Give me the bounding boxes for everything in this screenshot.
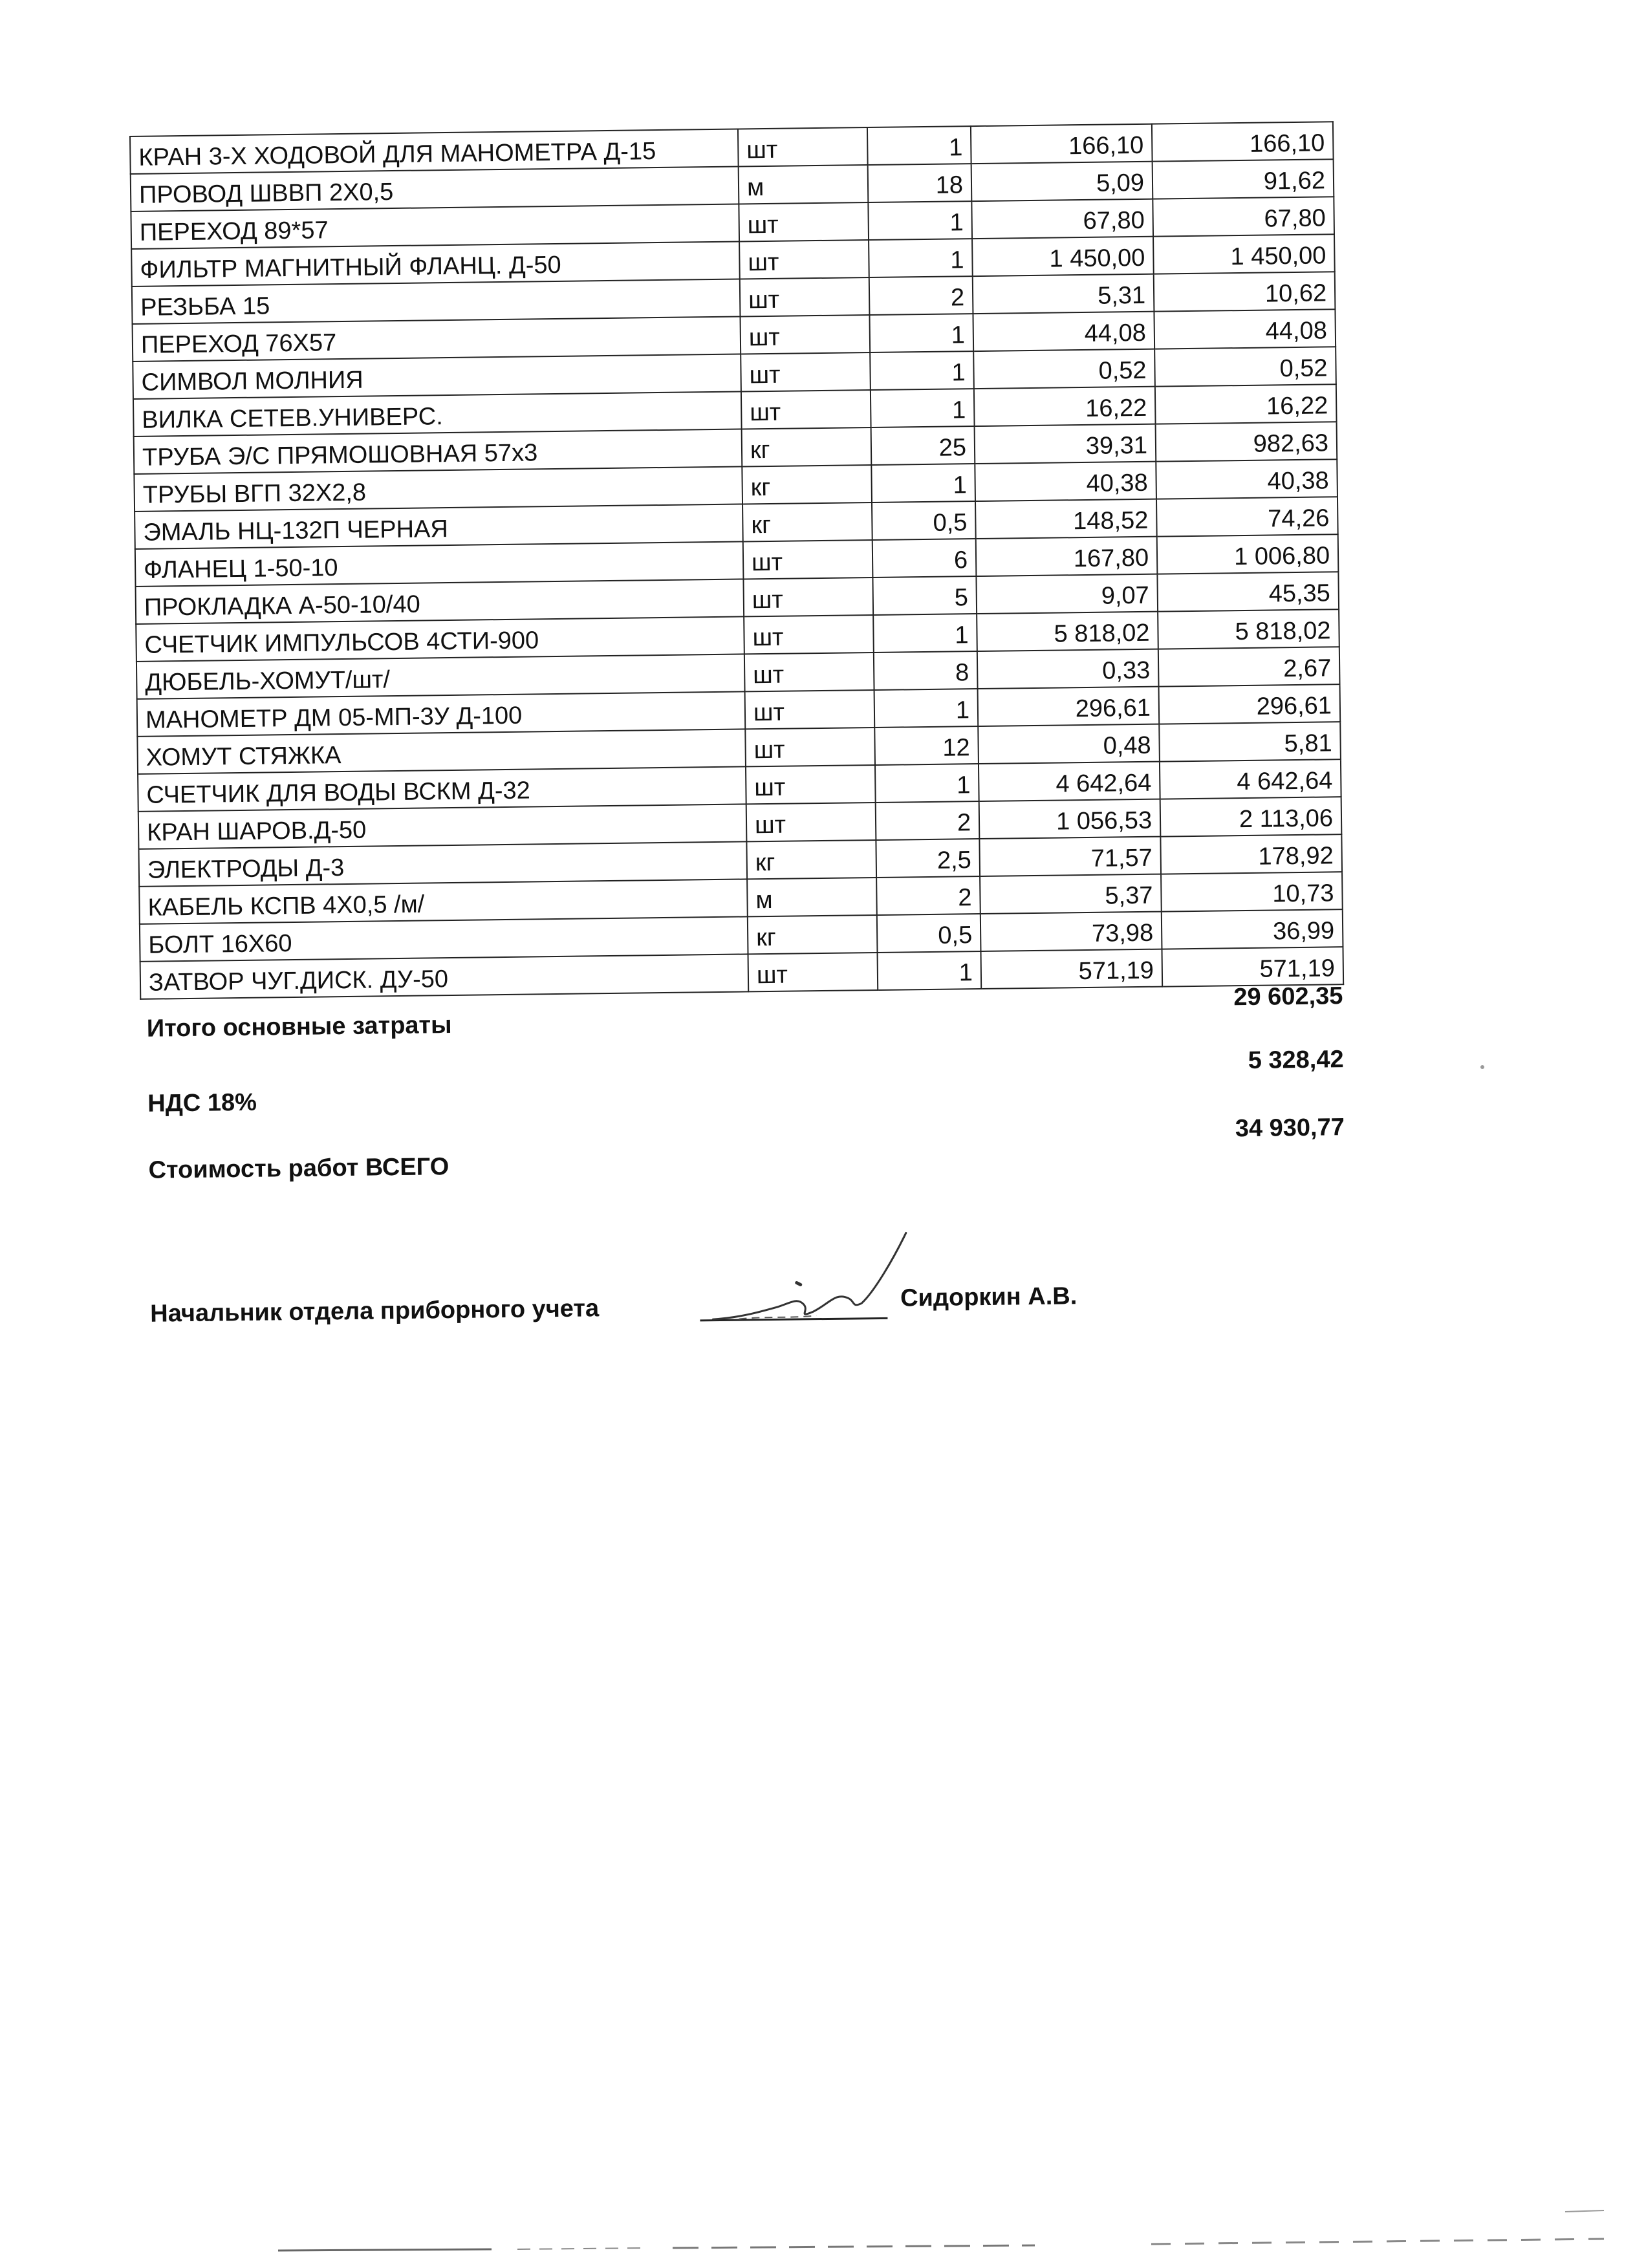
item-price-cell: 67,80	[971, 199, 1153, 239]
item-name-cell: ДЮБЕЛЬ-ХОМУТ/шт/	[136, 654, 745, 698]
grand-total-row	[142, 1111, 1346, 1223]
item-name-cell: СЧЕТЧИК ДЛЯ ВОДЫ ВСКМ Д-32	[138, 766, 746, 811]
item-qty-cell: 25	[871, 426, 975, 465]
vat-value: 5 328,42	[1248, 1046, 1344, 1074]
item-price-cell: 5,37	[980, 874, 1162, 914]
item-sum-cell: 296,61	[1159, 684, 1341, 724]
item-qty-cell: 1	[870, 351, 974, 390]
item-qty-cell: 1	[871, 389, 975, 427]
item-sum-cell: 1 450,00	[1153, 234, 1335, 274]
item-name-cell: ФИЛЬТР МАГНИТНЫЙ ФЛАНЦ. Д-50	[131, 241, 740, 286]
grand-total-value: 34 930,77	[1235, 1114, 1345, 1143]
item-unit-cell: шт	[739, 240, 869, 279]
item-price-cell: 0,48	[978, 724, 1160, 764]
item-price-cell: 0,52	[973, 349, 1155, 389]
item-sum-cell: 571,19	[1162, 947, 1343, 986]
item-price-cell: 44,08	[973, 312, 1154, 351]
item-qty-cell: 0,5	[877, 914, 981, 953]
item-price-cell: 167,80	[976, 537, 1158, 576]
total-label: Итого основные затраты	[146, 1011, 452, 1042]
vat-label: НДС 18%	[147, 1088, 257, 1118]
item-price-cell: 5 818,02	[977, 612, 1158, 651]
item-price-cell: 148,52	[975, 499, 1157, 539]
item-sum-cell: 5 818,02	[1158, 609, 1339, 649]
item-name-cell: КРАН ШАРОВ.Д-50	[138, 804, 747, 848]
item-unit-cell: кг	[746, 840, 876, 879]
item-sum-cell: 982,63	[1156, 422, 1337, 461]
total-value: 29 602,35	[1233, 982, 1343, 1011]
item-name-cell: КАБЕЛЬ КСПВ 4Х0,5 /м/	[139, 879, 748, 923]
item-sum-cell: 1 006,80	[1157, 534, 1339, 574]
item-sum-cell: 4 642,64	[1160, 759, 1341, 799]
summary-block	[140, 982, 1345, 1223]
item-name-cell: ЭМАЛЬ НЦ-132П ЧЕРНАЯ	[135, 504, 743, 548]
item-sum-cell: 40,38	[1156, 459, 1337, 499]
item-name-cell: МАНОМЕТР ДМ 05-МП-3У Д-100	[137, 691, 746, 736]
item-qty-cell: 1	[878, 951, 982, 990]
signatory-name: Сидоркин А.В.	[900, 1282, 1077, 1312]
materials-table-body	[130, 122, 1343, 999]
item-qty-cell: 2	[876, 876, 980, 915]
item-price-cell: 0,33	[977, 649, 1159, 689]
item-sum-cell: 36,99	[1162, 909, 1343, 949]
item-unit-cell: шт	[741, 352, 871, 391]
item-price-cell: 16,22	[974, 387, 1156, 426]
handwritten-signature	[699, 1220, 914, 1332]
item-unit-cell: шт	[746, 765, 876, 804]
item-qty-cell: 1	[869, 239, 973, 277]
item-unit-cell: кг	[748, 915, 878, 954]
item-name-cell: КРАН 3-Х ХОДОВОЙ ДЛЯ МАНОМЕТРА Д-15	[130, 129, 739, 174]
item-price-cell: 73,98	[980, 912, 1162, 951]
item-price-cell: 39,31	[975, 424, 1156, 464]
item-sum-cell: 45,35	[1157, 572, 1339, 611]
item-name-cell: ПРОКЛАДКА А-50-10/40	[136, 579, 744, 623]
item-sum-cell: 5,81	[1159, 722, 1341, 761]
item-unit-cell: шт	[745, 728, 875, 766]
item-sum-cell: 10,62	[1154, 272, 1336, 311]
item-qty-cell: 6	[872, 539, 977, 578]
item-sum-cell: 10,73	[1161, 872, 1343, 911]
item-name-cell: СИМВОЛ МОЛНИЯ	[133, 354, 741, 398]
item-price-cell: 5,09	[971, 162, 1153, 201]
item-unit-cell: шт	[743, 578, 873, 616]
item-unit-cell: шт	[746, 803, 876, 841]
item-qty-cell: 1	[869, 314, 973, 352]
item-sum-cell: 67,80	[1153, 197, 1334, 236]
item-unit-cell: шт	[748, 953, 878, 991]
item-qty-cell: 5	[872, 576, 977, 615]
grand-total-label: Стоимость работ ВСЕГО	[148, 1153, 449, 1184]
item-qty-cell: 1	[874, 689, 979, 728]
item-qty-cell: 1	[871, 464, 975, 502]
item-unit-cell: шт	[744, 615, 874, 654]
item-sum-cell: 2,67	[1158, 647, 1340, 686]
item-name-cell: СЧЕТЧИК ИМПУЛЬСОВ 4СТИ-900	[136, 616, 744, 661]
item-sum-cell: 91,62	[1153, 159, 1334, 199]
item-qty-cell: 1	[867, 126, 971, 165]
item-sum-cell: 16,22	[1155, 384, 1337, 424]
item-price-cell: 71,57	[979, 837, 1161, 876]
item-price-cell: 4 642,64	[979, 762, 1160, 801]
materials-table	[129, 121, 1344, 1000]
item-unit-cell: шт	[740, 315, 870, 354]
item-name-cell: ПЕРЕХОД 89*57	[131, 204, 739, 248]
item-name-cell: ВИЛКА СЕТЕВ.УНИВЕРС.	[133, 391, 742, 436]
item-price-cell: 166,10	[971, 124, 1153, 164]
item-unit-cell: шт	[740, 277, 870, 316]
item-name-cell: ЗАТВОР ЧУГ.ДИСК. ДУ-50	[140, 954, 749, 999]
item-name-cell: ХОМУТ СТЯЖКА	[137, 729, 746, 773]
item-sum-cell: 2 113,06	[1160, 797, 1342, 836]
item-price-cell: 1 450,00	[972, 237, 1154, 276]
item-unit-cell: м	[739, 165, 869, 204]
item-price-cell: 5,31	[973, 274, 1154, 314]
item-qty-cell: 8	[874, 651, 978, 690]
signatory-title: Начальник отдела приборного учета	[150, 1295, 600, 1328]
item-name-cell: РЕЗЬБА 15	[132, 279, 741, 323]
estimate-sheet	[129, 121, 1347, 1352]
item-price-cell: 9,07	[976, 574, 1158, 614]
item-sum-cell: 0,52	[1154, 347, 1336, 386]
item-sum-cell: 74,26	[1156, 497, 1338, 536]
item-price-cell: 296,61	[978, 687, 1160, 726]
item-sum-cell: 178,92	[1160, 834, 1342, 874]
item-name-cell: БОЛТ 16Х60	[140, 916, 748, 961]
item-unit-cell: шт	[739, 202, 869, 241]
item-unit-cell: кг	[742, 427, 872, 466]
item-qty-cell: 2	[876, 801, 980, 840]
item-qty-cell: 1	[873, 614, 977, 653]
item-unit-cell: кг	[742, 502, 872, 541]
item-name-cell: ТРУБА Э/С ПРЯМОШОВНАЯ 57х3	[134, 429, 742, 473]
item-name-cell: ЭЛЕКТРОДЫ Д-3	[138, 841, 747, 886]
item-name-cell: ТРУБЫ ВГП 32Х2,8	[134, 466, 742, 511]
item-unit-cell: шт	[744, 653, 874, 691]
item-unit-cell: шт	[743, 540, 873, 579]
item-price-cell: 40,38	[975, 462, 1156, 501]
item-sum-cell: 44,08	[1154, 309, 1336, 349]
item-unit-cell: шт	[745, 690, 875, 729]
item-qty-cell: 2,5	[876, 839, 980, 878]
item-name-cell: ПЕРЕХОД 76Х57	[133, 316, 741, 361]
item-qty-cell: 1	[868, 201, 972, 240]
item-unit-cell: шт	[741, 390, 871, 429]
item-unit-cell: шт	[738, 127, 868, 166]
item-qty-cell: 12	[874, 726, 979, 765]
item-price-cell: 571,19	[981, 949, 1163, 989]
item-qty-cell: 18	[868, 164, 972, 202]
signature-block	[143, 1208, 1347, 1352]
item-qty-cell: 1	[875, 764, 979, 803]
item-name-cell: ПРОВОД ШВВП 2Х0,5	[131, 166, 739, 211]
item-qty-cell: 0,5	[872, 501, 976, 540]
item-name-cell: ФЛАНЕЦ 1-50-10	[135, 541, 744, 586]
item-unit-cell: кг	[742, 465, 872, 504]
item-sum-cell: 166,10	[1152, 122, 1334, 161]
item-unit-cell: м	[747, 878, 877, 916]
item-qty-cell: 2	[869, 276, 973, 315]
item-price-cell: 1 056,53	[979, 799, 1161, 839]
